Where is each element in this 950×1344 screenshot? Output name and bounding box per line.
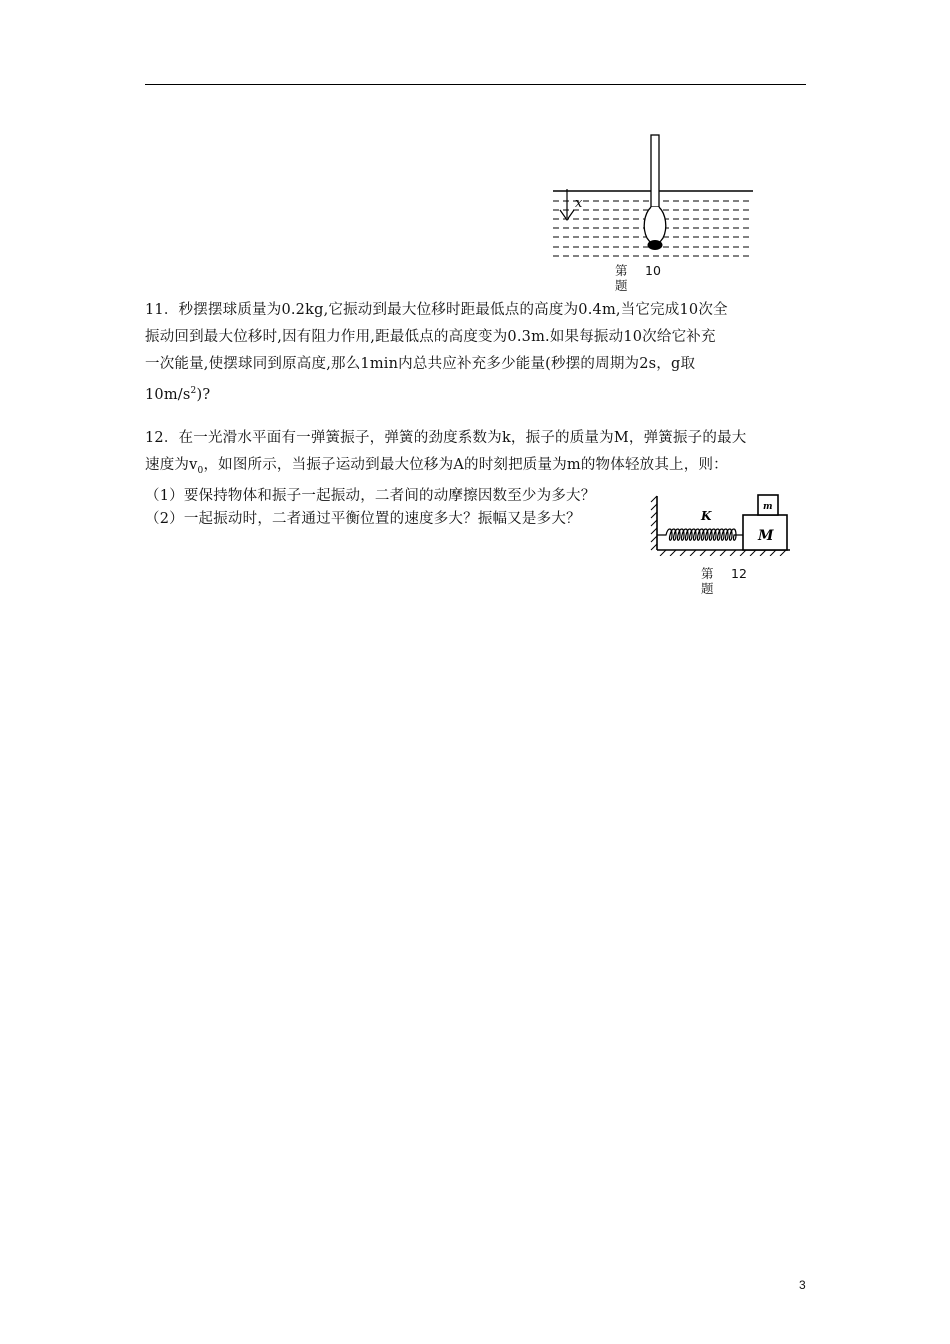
figure-12-caption xyxy=(701,566,747,596)
x-label: x xyxy=(575,196,583,211)
figure-10-floating-tube xyxy=(548,132,758,264)
q12-line-2 xyxy=(145,452,810,485)
caption-number: 12 xyxy=(731,566,747,581)
q11-line-4 xyxy=(145,378,810,409)
q11-exponent: 2 xyxy=(190,386,197,396)
q12-line-1: 12．在一光滑水平面有一弹簧振子，弹簧的劲度系数为k，振子的质量为M，弹簧振子的最大 xyxy=(145,430,747,446)
caption-char-di: 第 xyxy=(615,263,628,278)
figure-12-spring-oscillator xyxy=(650,490,795,556)
header-rule xyxy=(145,84,806,85)
q11-line-2: 振动回到最大位移时,因有阻力作用,距最低点的高度变为0.3m.如果每振动10次给它补充 xyxy=(145,329,716,345)
q12-subquestion-1: （1）要保持物体和振子一起振动，二者间的动摩擦因数至少为多大？ xyxy=(145,487,596,504)
q11-line-1: 11．秒摆摆球质量为0.2kg,它振动到最大位移时距最低点的高度为0.4m,当它完成10次全 xyxy=(145,302,728,318)
caption-number: 10 xyxy=(645,263,661,278)
small-block-label: m xyxy=(763,502,773,512)
spring-label-k: K xyxy=(701,509,712,523)
big-block-label: M xyxy=(758,528,774,544)
question-11 xyxy=(145,297,810,409)
figure-10-caption xyxy=(615,263,661,293)
q12-line-2-post: ，如图所示，当振子运动到最大位移为A的时刻把质量为m的物体轻放其上，则： xyxy=(203,457,728,473)
q11-line-4-post: )? xyxy=(196,386,211,403)
caption-char-di: 第 xyxy=(701,566,714,581)
q12-line-2-pre: 速度为v xyxy=(145,457,198,473)
caption-char-ti: 题 xyxy=(701,581,714,596)
caption-char-ti: 题 xyxy=(615,278,628,293)
q12-subquestion-2: （2）一起振动时，二者通过平衡位置的速度多大？振幅又是多大？ xyxy=(145,510,581,527)
q11-line-4-pre: 10m/s xyxy=(145,386,191,403)
q12-subscript: 0 xyxy=(197,465,204,476)
q11-line-3: 一次能量,使摆球同到原高度,那么1min内总共应补充多少能量(秒摆的周期为2s，g取 xyxy=(145,356,696,372)
page-number: 3 xyxy=(799,1278,806,1292)
